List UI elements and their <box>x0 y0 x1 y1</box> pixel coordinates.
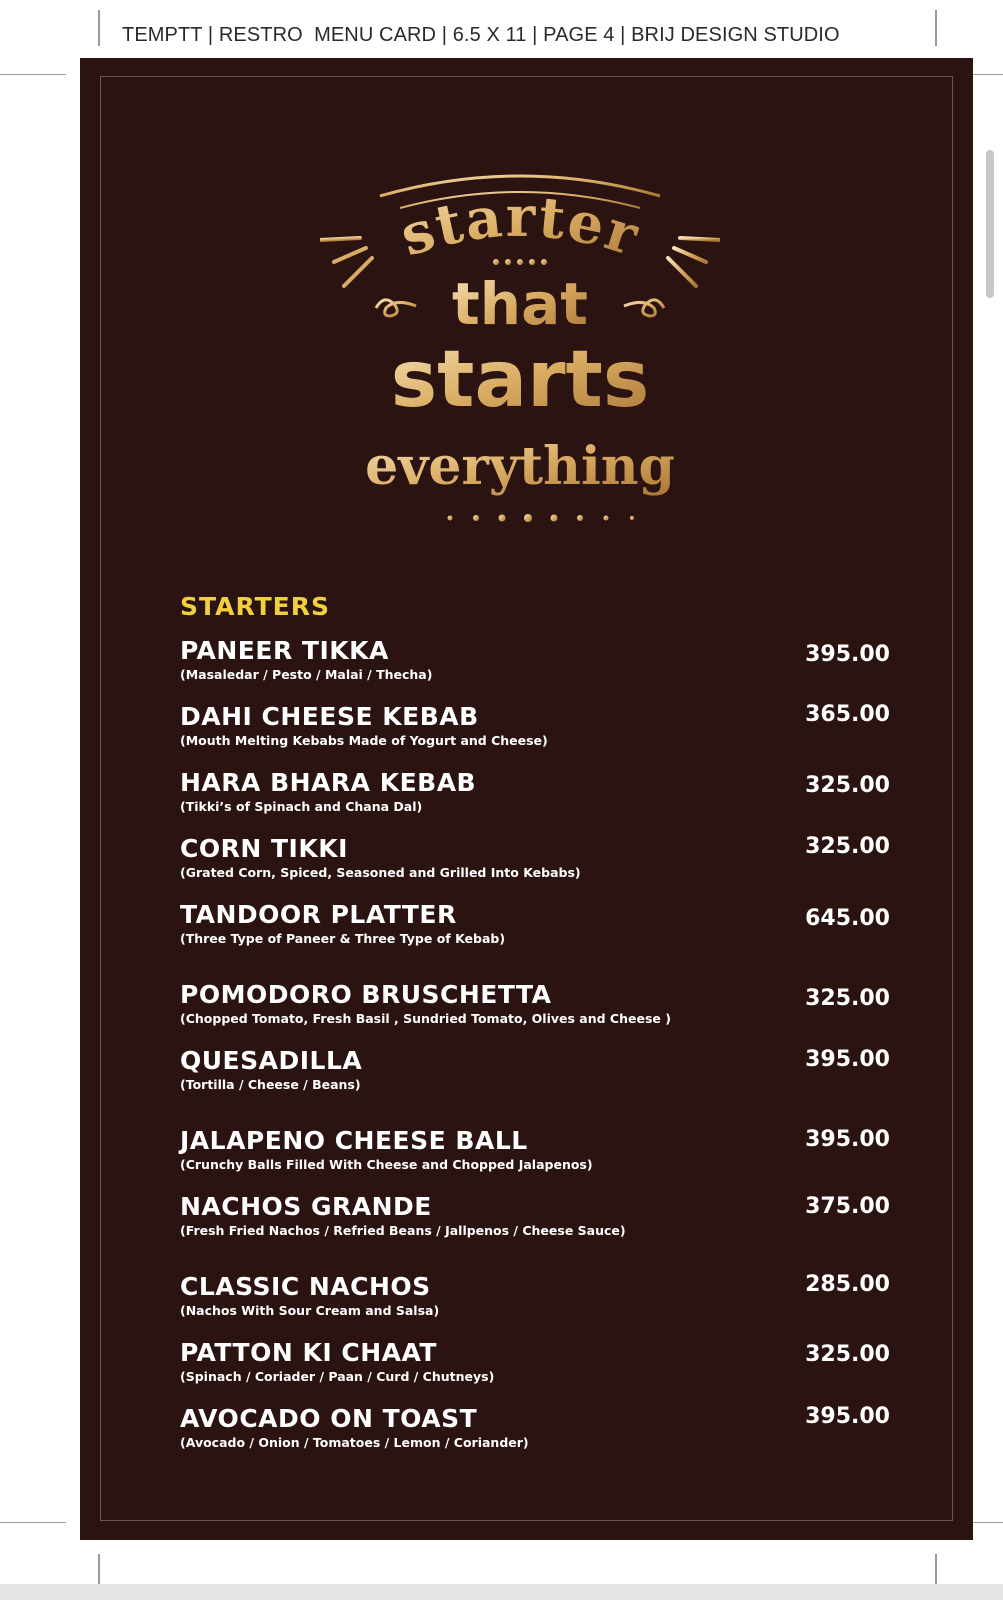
logo-ray-left-1 <box>320 238 360 240</box>
item-price: 395.00 <box>805 1127 890 1152</box>
item-price: 395.00 <box>805 1047 890 1072</box>
item-description: (Tortilla / Cheese / Beans) <box>180 1077 361 1092</box>
item-name: POMODORO BRUSCHETTA <box>180 980 552 1009</box>
item-description: (Crunchy Balls Filled With Cheese and Chopped Jalapenos) <box>180 1157 593 1172</box>
item-price: 365.00 <box>805 702 890 727</box>
item-price: 395.00 <box>805 1404 890 1429</box>
item-description: (Tikki’s of Spinach and Chana Dal) <box>180 799 423 814</box>
logo-dots-top <box>493 259 547 265</box>
menu-item <box>80 1338 973 1394</box>
item-description: (Three Type of Paneer & Three Type of Kebab) <box>180 931 506 946</box>
crop-mark-bottom-right-v <box>935 1554 937 1584</box>
item-description: (Spinach / Coriader / Paan / Curd / Chutneys) <box>180 1369 495 1384</box>
logo-word-starts: starts <box>390 335 650 425</box>
crop-mark-top-right-v <box>935 10 937 46</box>
logo-swirl-left <box>376 300 416 316</box>
menu-item <box>80 1126 973 1182</box>
menu-item <box>80 1046 973 1102</box>
item-description: (Fresh Fried Nachos / Refried Beans / Jallpenos / Cheese Sauce) <box>180 1223 626 1238</box>
crop-mark-top-left-v <box>98 10 100 46</box>
vertical-scrollbar[interactable] <box>986 150 994 298</box>
logo-swirl-right <box>624 300 664 316</box>
logo-word-starter: starter <box>392 183 648 270</box>
item-name: PANEER TIKKA <box>180 636 389 665</box>
menu-item <box>80 900 973 956</box>
crop-mark-bottom-right-h <box>970 1522 1003 1523</box>
menu-page <box>80 58 973 1540</box>
logo-word-that: that <box>452 270 588 338</box>
item-description: (Mouth Melting Kebabs Made of Yogurt and Cheese) <box>180 733 548 748</box>
item-name: HARA BHARA KEBAB <box>180 768 477 797</box>
logo-dots-bottom <box>448 514 635 522</box>
item-name: CLASSIC NACHOS <box>180 1272 431 1301</box>
logo-ray-left-2 <box>334 248 366 262</box>
item-price: 325.00 <box>805 773 890 798</box>
logo-ray-right-2 <box>674 248 706 262</box>
item-description: (Nachos With Sour Cream and Salsa) <box>180 1303 440 1318</box>
starter-logo <box>320 166 720 586</box>
item-price: 325.00 <box>805 834 890 859</box>
item-price: 325.00 <box>805 986 890 1011</box>
item-name: JALAPENO CHEESE BALL <box>180 1126 528 1155</box>
item-name: AVOCADO ON TOAST <box>180 1404 478 1433</box>
menu-item <box>80 702 973 758</box>
item-name: TANDOOR PLATTER <box>180 900 457 929</box>
menu-item <box>80 1192 973 1248</box>
item-price: 285.00 <box>805 1272 890 1297</box>
item-description: (Grated Corn, Spiced, Seasoned and Grilled Into Kebabs) <box>180 865 581 880</box>
item-price: 645.00 <box>805 906 890 931</box>
menu-item <box>80 1404 973 1460</box>
crop-mark-top-right-h <box>970 74 1003 75</box>
logo-ray-right-1 <box>680 238 720 240</box>
item-name: DAHI CHEESE KEBAB <box>180 702 479 731</box>
menu-item <box>80 636 973 692</box>
item-price: 375.00 <box>805 1194 890 1219</box>
menu-item <box>80 834 973 890</box>
item-description: (Chopped Tomato, Fresh Basil , Sundried Tomato, Olives and Cheese ) <box>180 1011 671 1026</box>
menu-item <box>80 768 973 824</box>
menu-item <box>80 980 973 1036</box>
logo-ray-left-3 <box>344 258 372 286</box>
item-name: NACHOS GRANDE <box>180 1192 432 1221</box>
item-price: 395.00 <box>805 642 890 667</box>
item-name: QUESADILLA <box>180 1046 363 1075</box>
logo-word-everything: everything <box>365 436 675 497</box>
proof-header-title: TEMPTT | RESTRO MENU CARD | 6.5 X 11 | PAGE 4 | BRIJ DESIGN STUDIO <box>122 24 840 46</box>
menu-item <box>80 1272 973 1328</box>
item-name: PATTON KI CHAAT <box>180 1338 437 1367</box>
item-price: 325.00 <box>805 1342 890 1367</box>
item-description: (Masaledar / Pesto / Malai / Thecha) <box>180 667 433 682</box>
logo-ray-right-3 <box>668 258 696 286</box>
item-name: CORN TIKKI <box>180 834 348 863</box>
item-description: (Avocado / Onion / Tomatoes / Lemon / Coriander) <box>180 1435 529 1450</box>
crop-mark-top-left-h <box>0 74 66 75</box>
crop-mark-bottom-left-v <box>98 1554 100 1584</box>
crop-mark-bottom-left-h <box>0 1522 66 1523</box>
section-heading-starters: STARTERS <box>180 592 330 621</box>
bottom-strip <box>0 1584 1003 1600</box>
